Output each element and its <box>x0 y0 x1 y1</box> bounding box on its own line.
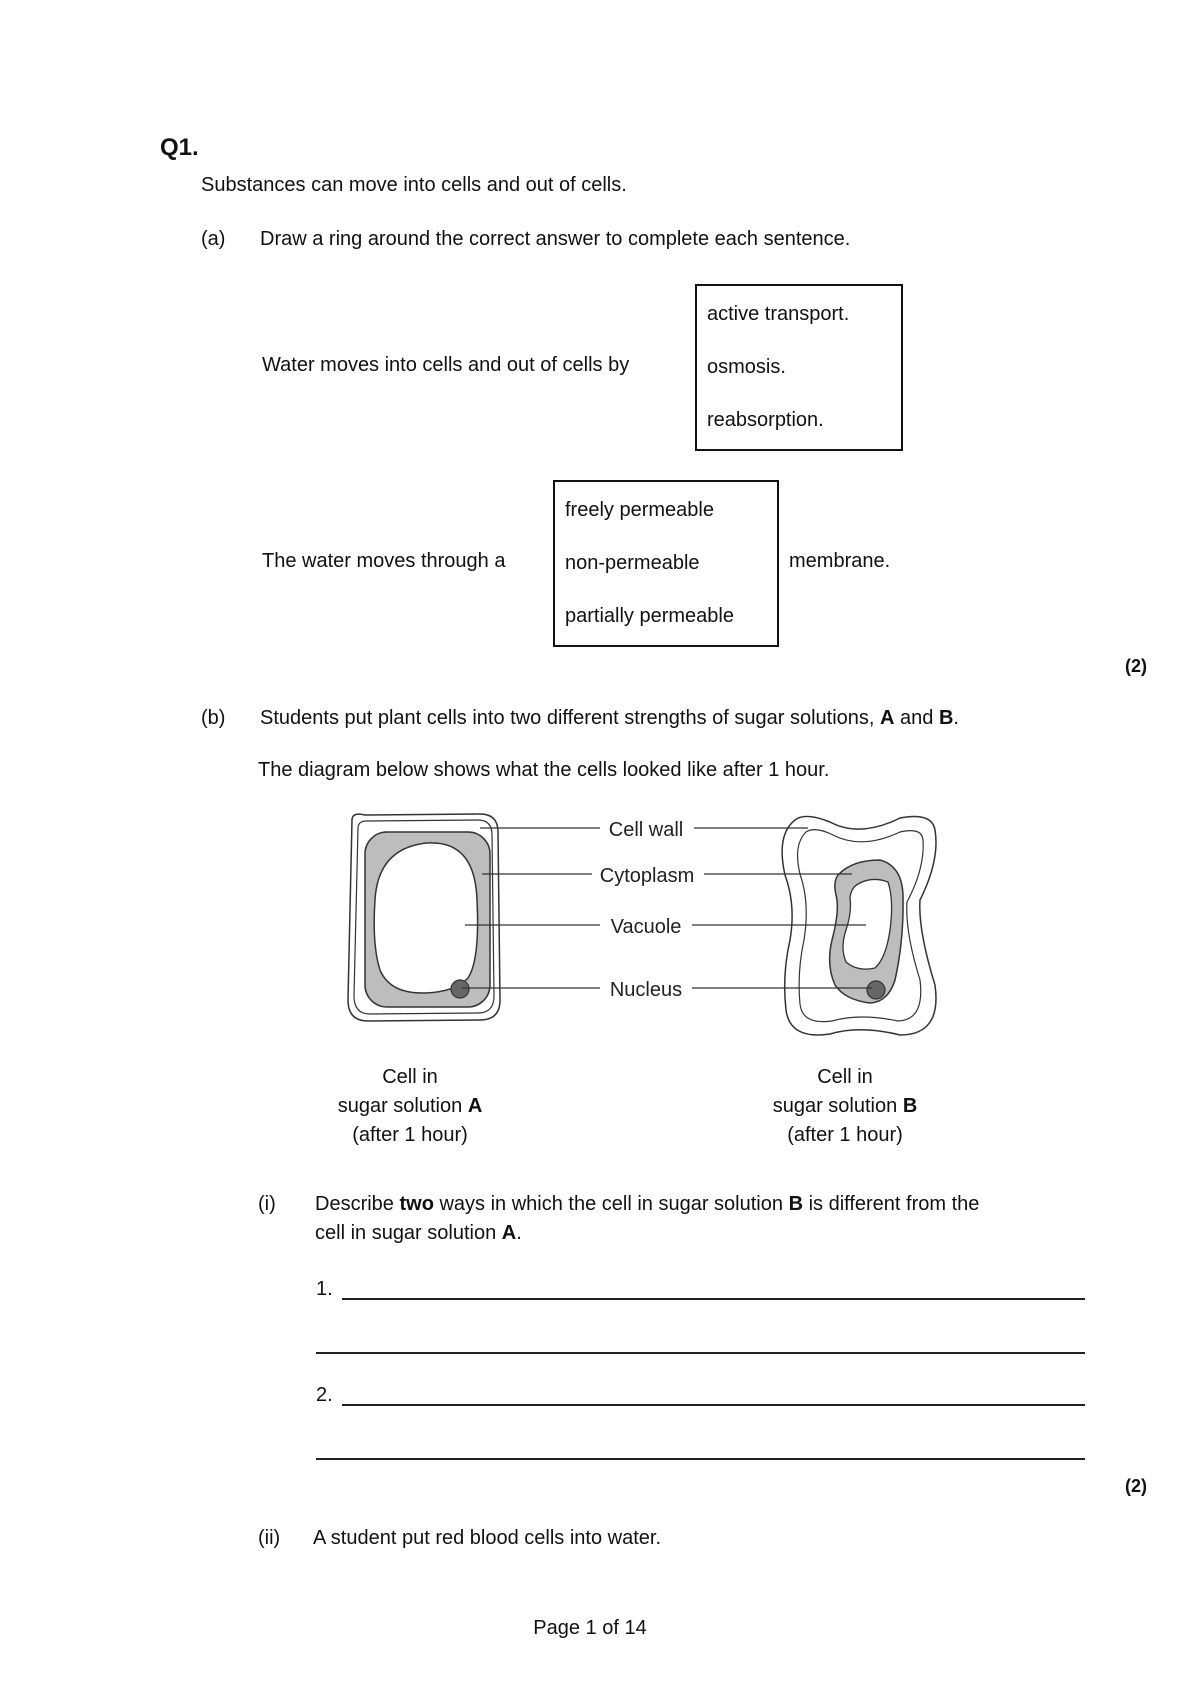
part-b-label: (b) <box>201 707 226 729</box>
part-b-intro: Students put plant cells into two different strengths of sugar solutions, A and B. <box>260 707 959 729</box>
label-nucleus: Nucleus <box>609 979 683 1001</box>
part-b-i-marks: (2) <box>1125 1476 1147 1496</box>
part-b-ii-label: (ii) <box>258 1527 281 1549</box>
sentence2-option[interactable]: non-permeable <box>565 552 700 574</box>
answer-2-line-a[interactable] <box>342 1404 1085 1406</box>
sentence2-option[interactable]: freely permeable <box>565 499 714 521</box>
diagram-intro: The diagram below shows what the cells looked like after 1 hour. <box>258 759 830 781</box>
cell-a-nucleus <box>451 980 469 998</box>
part-a-label: (a) <box>201 228 226 250</box>
question-number: Q1. <box>160 134 199 161</box>
sentence2-suffix: membrane. <box>789 550 891 572</box>
sentence2-prefix: The water moves through a <box>262 550 506 572</box>
part-a-instruction: Draw a ring around the correct answer to complete each sentence. <box>260 228 851 250</box>
part-b-ii-text: A student put red blood cells into water. <box>313 1527 661 1549</box>
answer-1-line-a[interactable] <box>342 1298 1085 1300</box>
sentence1-option[interactable]: reabsorption. <box>707 409 824 431</box>
label-vacuole: Vacuole <box>610 916 682 938</box>
answer-2-number: 2. <box>316 1384 333 1406</box>
label-cell-wall: Cell wall <box>608 819 684 841</box>
sentence2-option[interactable]: partially permeable <box>565 605 734 627</box>
part-a-marks: (2) <box>1125 656 1147 676</box>
answer-2-line-b[interactable] <box>316 1458 1085 1460</box>
page-number: Page 1 of 14 <box>533 1617 647 1639</box>
part-b-i-label: (i) <box>258 1193 276 1215</box>
part-b-i-text-line2: cell in sugar solution A. <box>315 1222 522 1244</box>
sentence1-option[interactable]: osmosis. <box>707 356 786 378</box>
cell-b-nucleus <box>867 981 885 999</box>
answer-1-line-b[interactable] <box>316 1352 1085 1354</box>
cell-a <box>348 814 500 1021</box>
answer-1-number: 1. <box>316 1278 333 1300</box>
question-intro: Substances can move into cells and out of cells. <box>201 174 627 196</box>
cell-b <box>782 816 936 1035</box>
sentence1-option[interactable]: active transport. <box>707 303 850 325</box>
caption-cell-b: Cell in sugar solution B (after 1 hour) <box>772 1066 918 1146</box>
caption-cell-a: Cell in sugar solution A (after 1 hour) <box>337 1066 483 1146</box>
label-cytoplasm: Cytoplasm <box>599 865 695 887</box>
sentence1-prefix: Water moves into cells and out of cells by <box>262 354 630 376</box>
part-b-i-text-line1: Describe two ways in which the cell in sugar solution B is different from the <box>315 1193 980 1215</box>
cell-a-vacuole <box>374 843 477 993</box>
